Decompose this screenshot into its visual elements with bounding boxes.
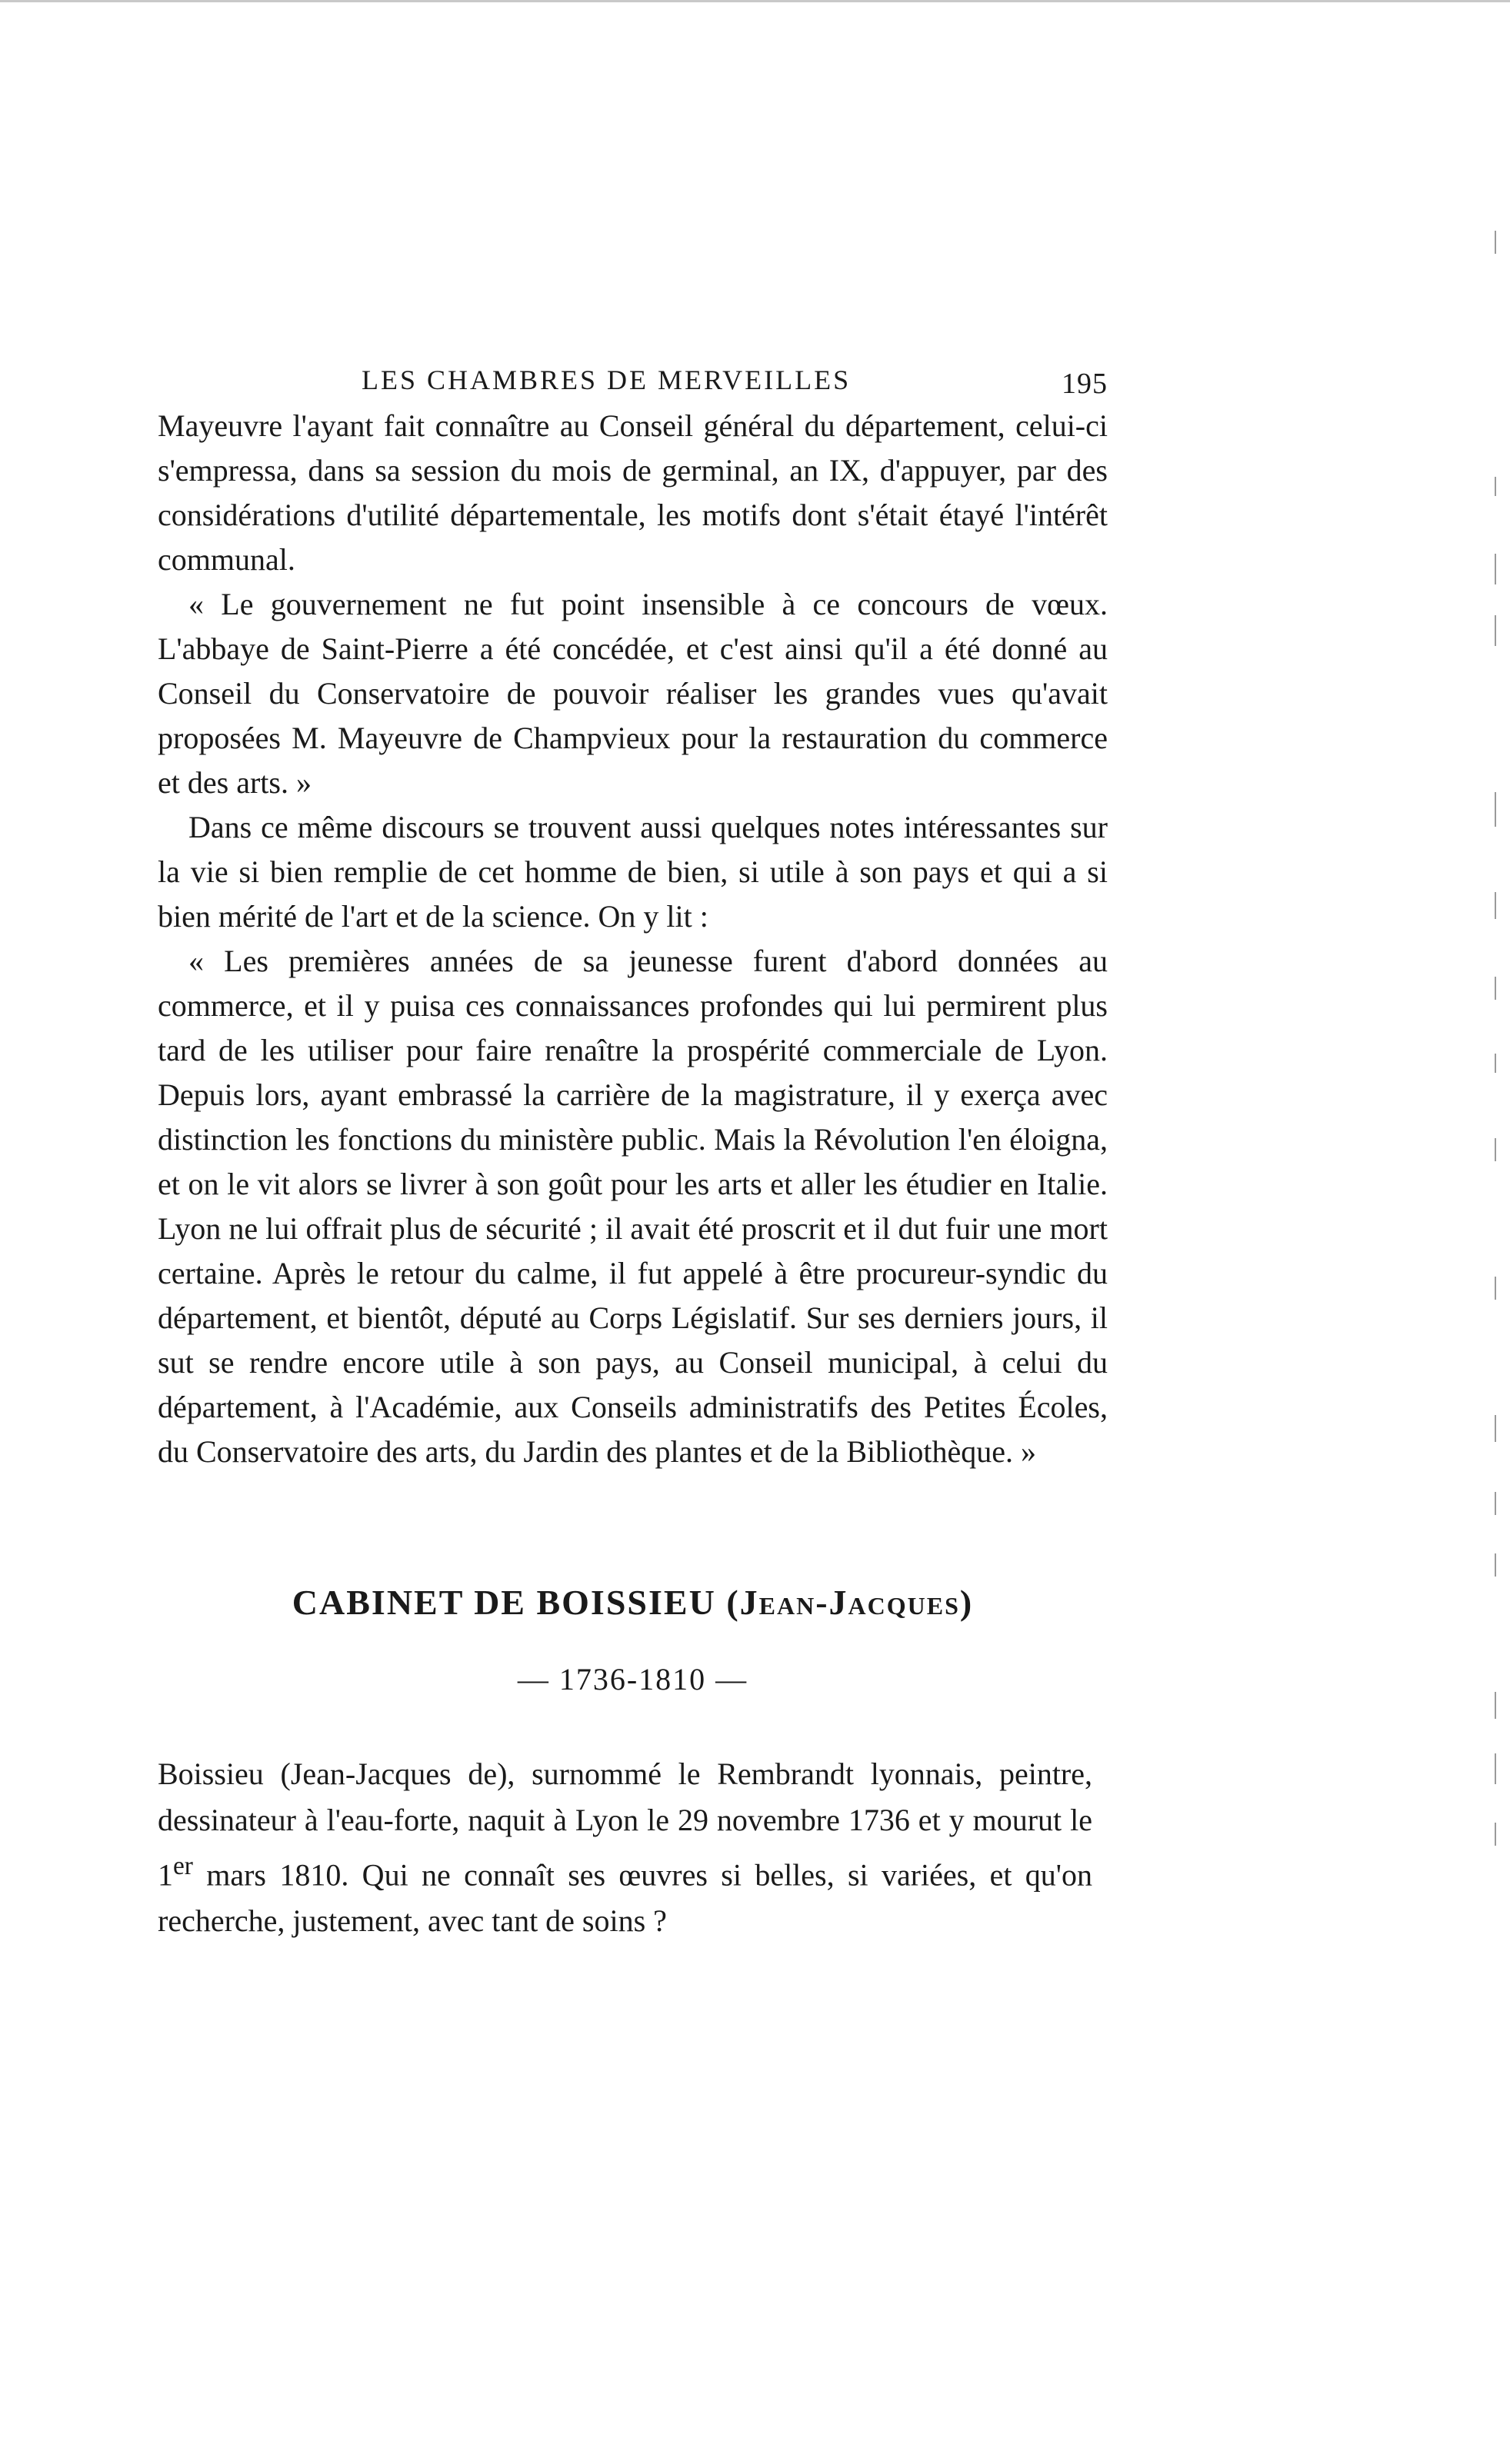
section-title-main: CABINET DE BOISSIEU [292,1583,716,1622]
section-paragraph [158,1751,1108,1944]
top-edge-rule [0,0,1510,2]
section-title [158,1582,1108,1623]
paragraph: « Les premières années de sa jeunesse furent d'abord données au commerce, et il y puisa ces connaissances profondes qui lui permirent plus tard de les utiliser pour faire renaître la prospérité commerciale de Lyon. Depuis lors, ayant embrassé la carrière de la magistrature, il y exerça avec distinction les fonctions du ministère public. Mais la Révolution l'en éloigna, et on le vit alors se livrer à son goût pour les arts et aller les étudier en Italie. Lyon ne lui offrait plus de sécurité ; il avait été proscrit et il dut fuir une mort certaine. Après le retour du calme, il fut appelé à être procureur-syndic du département, et bientôt, député au Corps Législatif. Sur ses derniers jours, il sut se rendre encore utile à son pays, au Conseil municipal, à celui du département, à l'Académie, aux Conseils administratifs des Petites Écoles, du Conservatoire des arts, du Jardin des plantes et de la Bibliothèque. » [158,944,1108,1469]
section-text-start: Boissieu (Jean-Jacques de), surnommé le Rembrandt lyonnais, peintre, dessinateur à l'eau-forte, naquit à Lyon le 29 novembre 1736 et y mourut le 1 [158,1756,1092,1893]
ordinal-superscript: er [173,1852,193,1880]
section-dates: — 1736-1810 — [517,1662,748,1696]
section-text-end: mars 1810. Qui ne connaît ses œuvres si belles, si variées, et qu'on recherche, justement, avec tant de soins ? [158,1857,1092,1939]
paragraph: Dans ce même discours se trouvent aussi quelques notes intéressantes sur la vie si bien remplie de cet homme de bien, si utile à son pays et qui a si bien mérité de l'art et de la science. On y lit : [158,810,1108,934]
section-cabinet-de-boissieu [158,1582,1108,1944]
paragraph: Mayeuvre l'ayant fait connaître au Conseil général du département, celui-ci s'empressa, dans sa session du mois de germinal, an IX, d'appuyer, par des considérations d'utilité départementale, les motifs dont s'était étayé l'intérêt communal. [158,408,1108,577]
page-content [158,350,1108,1944]
page-number: 195 [1062,368,1108,400]
paragraph: « Le gouvernement ne fut point insensible à ce concours de vœux. L'abbaye de Saint-Pierre a été concédée, et c'est ainsi qu'il a été donné au Conseil du Conservatoire de pouvoir réaliser les grandes vues qu'avait proposées M. Mayeuvre de Champvieux pour la restauration du commerce et des arts. » [158,587,1108,800]
scan-margin-marks [1464,0,1510,2464]
section-title-name: (Jean-Jacques) [726,1583,974,1622]
running-title: LES CHAMBRES DE MERVEILLES [362,365,852,395]
body-text [158,404,1108,1474]
running-head [158,350,1108,404]
section-body [158,1751,1108,1944]
